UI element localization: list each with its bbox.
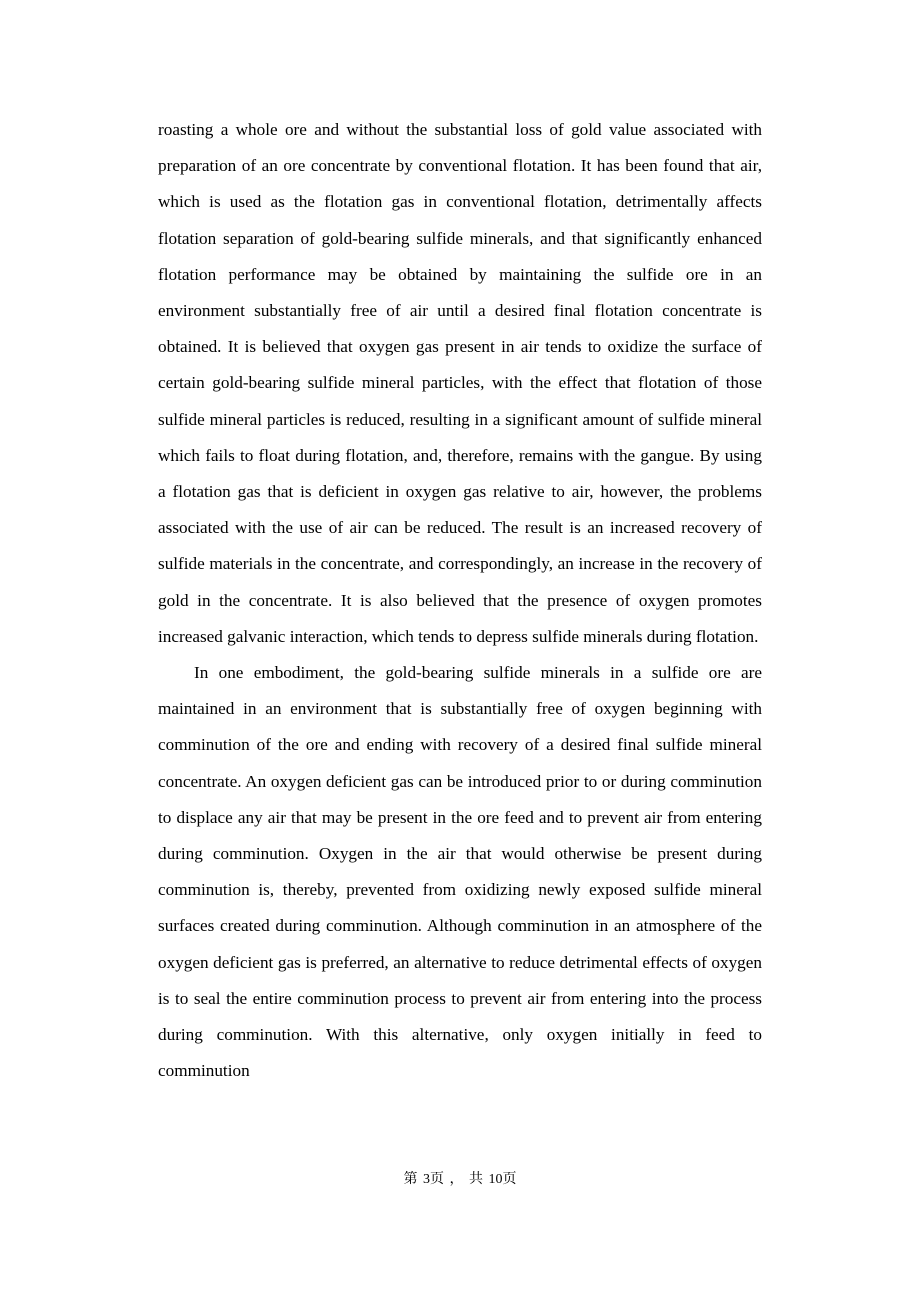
body-paragraph-embodiment: In one embodiment, the gold-bearing sulfide minerals in a sulfide ore are maintained in an environment that is substantially free of oxygen beginning with comminution of the ore and ending with recovery of a desired final sulfide mineral concentrate. An oxygen deficient gas can be introduced prior to or during comminution to displace any air that may be present in the ore feed and to prevent air from entering during comminution. Oxygen in the air that would otherwise be present during comminution is, thereby, prevented from oxidizing newly exposed sulfide mineral surfaces created during comminution. Although comminution in an atmosphere of the oxygen deficient gas is preferred, an alternative to reduce detrimental effects of oxygen is to seal the entire comminution process to prevent air from entering into the process during comminution. With this alternative, only oxygen initially in feed to comminution bbox=[158, 663, 762, 1081]
document-page bbox=[158, 112, 762, 1089]
body-paragraph-continuation: roasting a whole ore and without the substantial loss of gold value associated with preparation of an ore concentrate by conventional flotation. It has been found that air, which is used as the flotation gas in conventional flotation, detrimentally affects flotation separation of gold-bearing sulfide minerals, and that significantly enhanced flotation performance may be obtained by maintaining the sulfide ore in an environment substantially free of air until a desired final flotation concentrate is obtained. It is believed that oxygen gas present in air tends to oxidize the surface of certain gold-bearing sulfide mineral particles, with the effect that flotation of those sulfide mineral particles is reduced, resulting in a significant amount of sulfide mineral which fails to float during flotation, and, therefore, remains with the gangue. By using a flotation gas that is deficient in oxygen gas relative to air, however, the problems associated with the use of air can be reduced. The result is an increased recovery of sulfide materials in the concentrate, and correspondingly, an increase in the recovery of gold in the concentrate. It is also believed that the presence of oxygen promotes increased galvanic interaction, which tends to depress sulfide minerals during flotation. bbox=[158, 120, 762, 646]
page-number-footer: 第 3页 ， 共 10页 bbox=[403, 1172, 517, 1187]
